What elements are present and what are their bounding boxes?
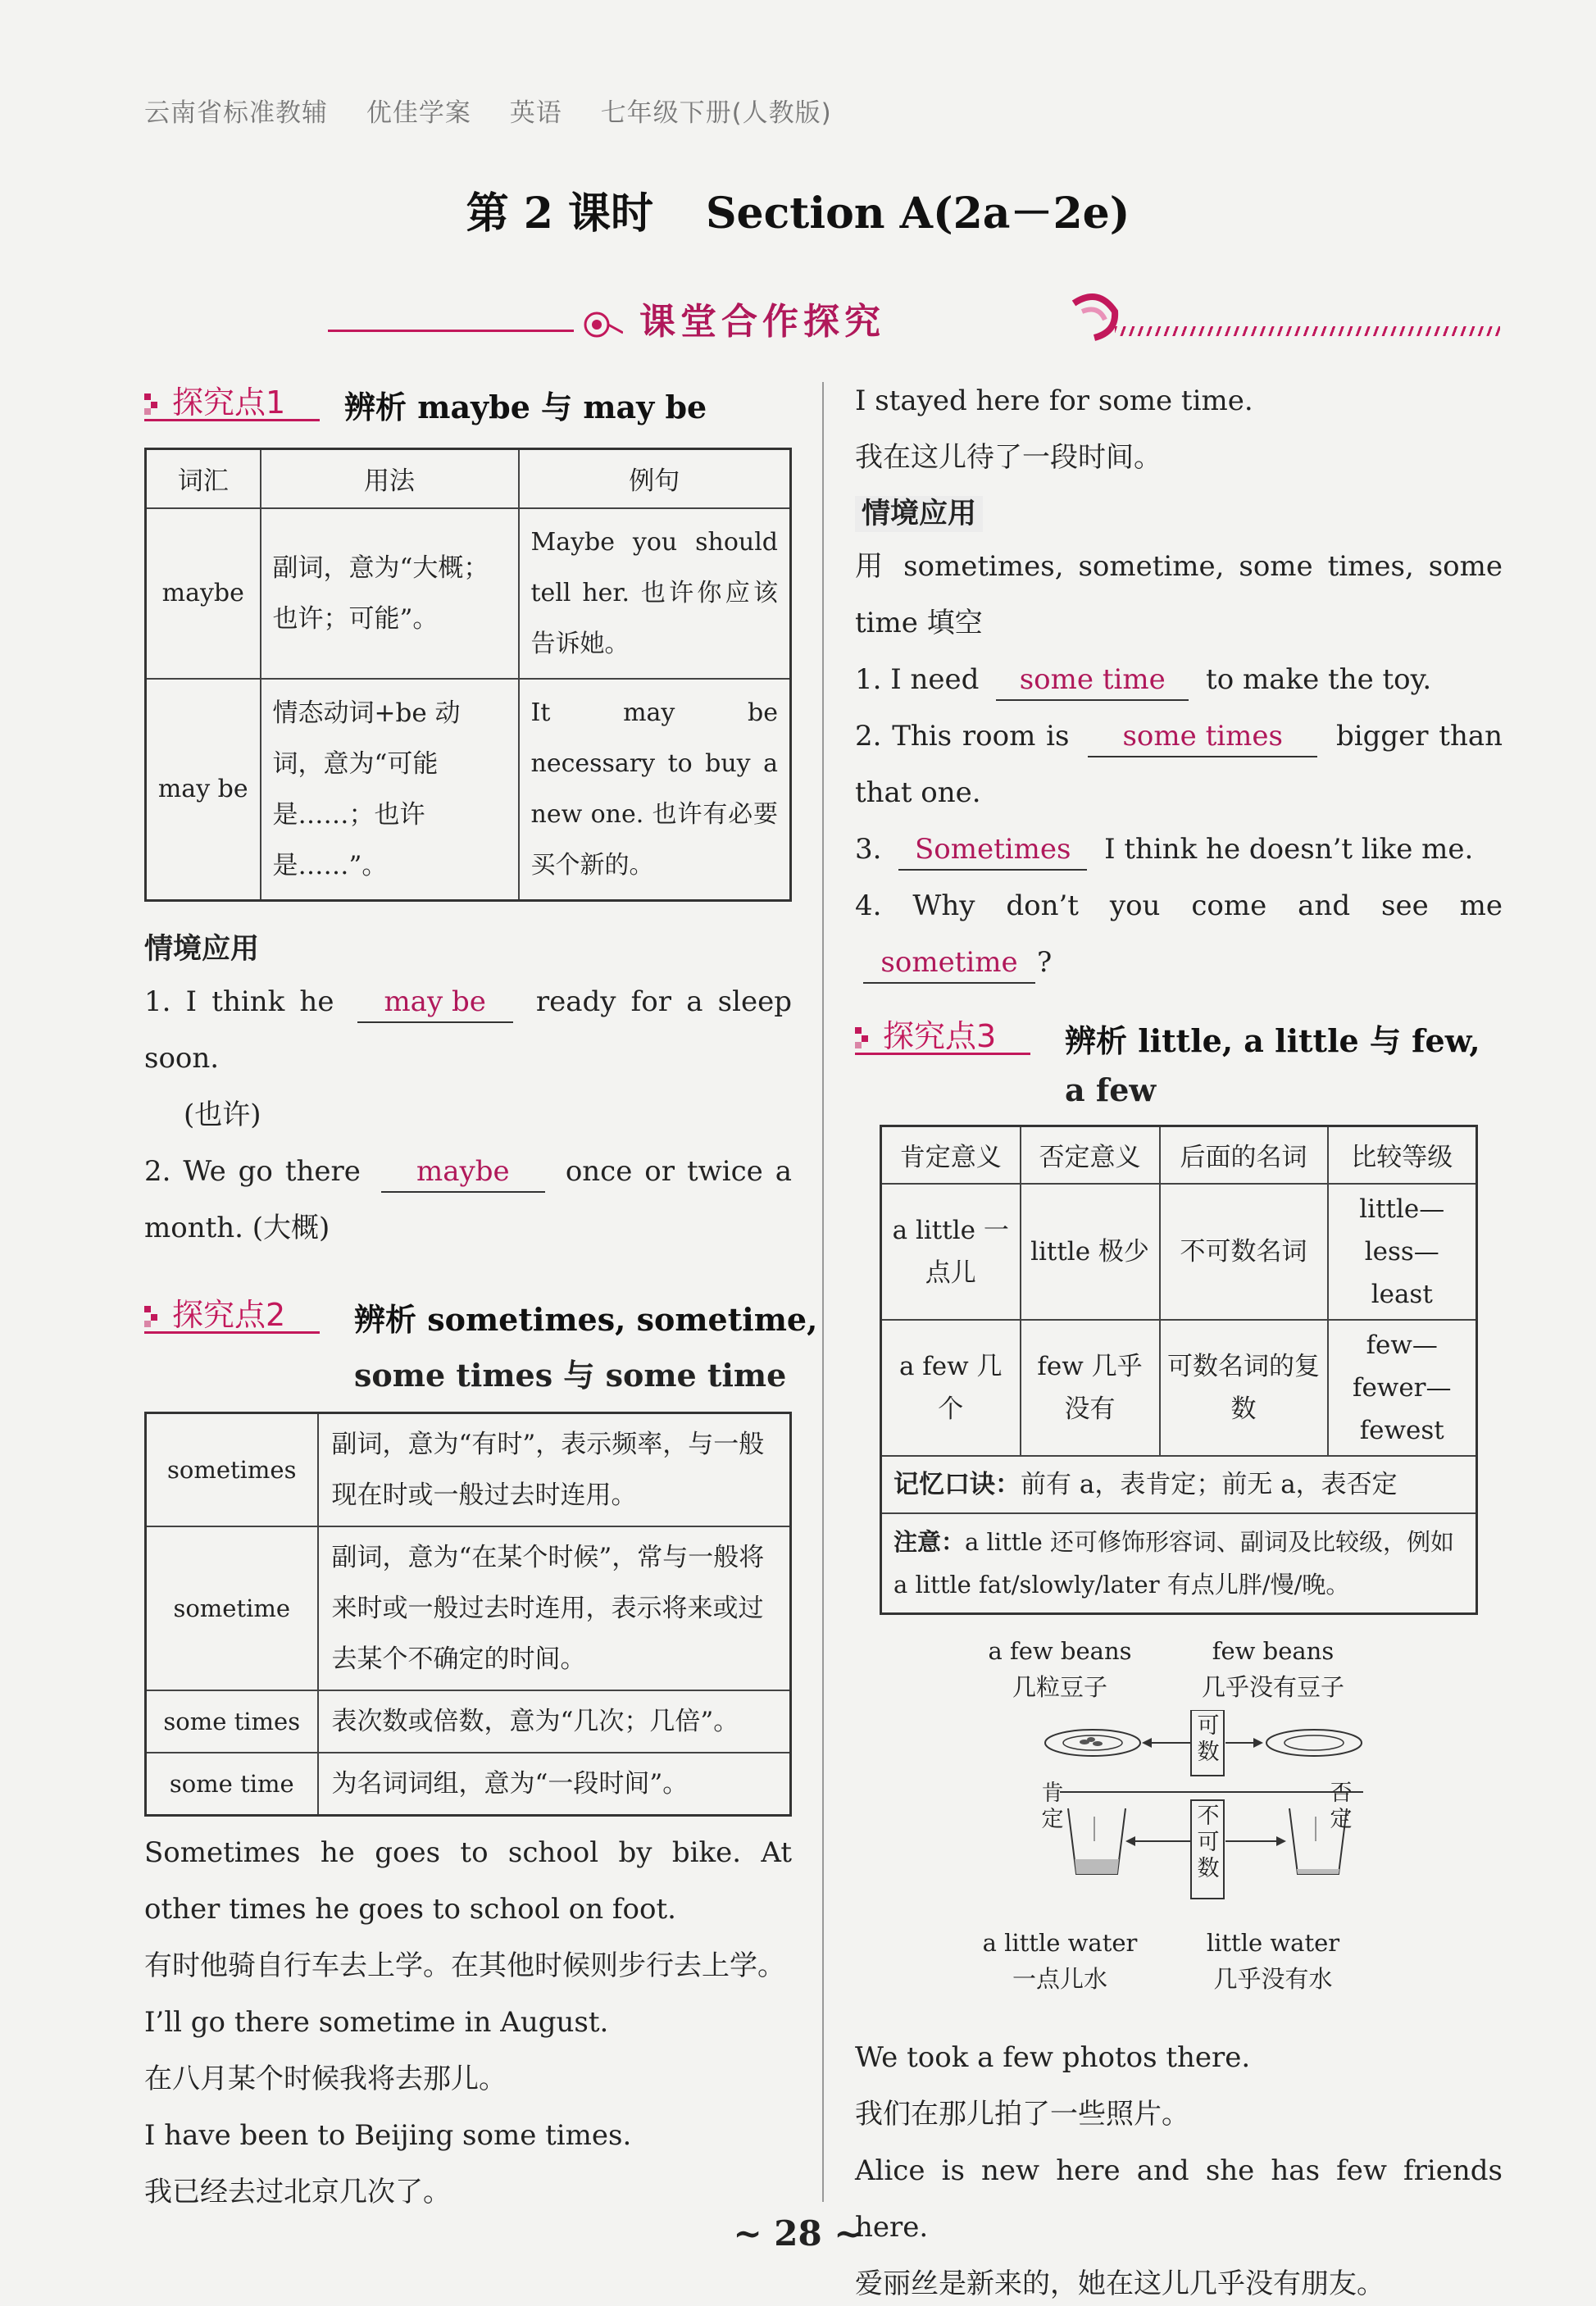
exercise-text: This room is [892, 720, 1070, 753]
label-little-water [1183, 1925, 1363, 1997]
exercise-number: 1. [144, 985, 171, 1018]
subject: 英语 [509, 98, 562, 128]
banner-rule [328, 330, 574, 332]
table-cell-usage: 情态动词+be 动词，意为“可能是……；也许是……”。 [261, 679, 519, 901]
table-header: 肯定意义 [881, 1126, 1021, 1184]
label-en: little water [1206, 1928, 1340, 1957]
label-cn: 几粒豆子 [1012, 1672, 1107, 1701]
note-label: 注意： [893, 1527, 966, 1556]
comp-form: fewer— [1352, 1372, 1452, 1403]
exercise-item [144, 1144, 792, 1257]
exercise-text: I need [890, 663, 980, 696]
banner-title: 课堂合作探究 [639, 301, 885, 343]
page-number: ~ 28 ~ [733, 2213, 863, 2254]
target-icon [574, 303, 623, 344]
table-cell-usage: 副词，意为“大概；也许；可能”。 [261, 508, 519, 679]
table-header: 否定意义 [1021, 1126, 1160, 1184]
example-en: Sometimes he goes to school by bike. At other times he goes to school on foot. [144, 1835, 792, 1926]
table-cell-word: some times [146, 1690, 318, 1753]
point-3-header [855, 1011, 1503, 1073]
comp-form: less— [1364, 1236, 1439, 1267]
comp-form: little— [1359, 1194, 1445, 1224]
table-cell-word: sometime [146, 1526, 318, 1690]
exercise-hint: (大概) [252, 1211, 330, 1244]
cell-negative: little 极少 [1021, 1184, 1160, 1320]
exercise-number: 1. [855, 663, 882, 696]
running-header [144, 92, 862, 129]
series-name: 云南省标准教辅 [144, 98, 328, 128]
point-2-tag [144, 1289, 320, 1334]
lesson-title [0, 179, 1596, 240]
exercise-text: Why don’t you come and see me [912, 889, 1503, 922]
dots-icon [144, 393, 157, 415]
table-row [881, 1320, 1477, 1456]
exercise-text: ? [1037, 946, 1053, 979]
table-cell-example: Maybe you should tell her. 也许你应该告诉她。 [519, 508, 791, 679]
plate-with-beans-icon [1045, 1730, 1140, 1756]
maybe-table [144, 448, 792, 902]
dots-icon [855, 1027, 868, 1048]
table-cell-usage: 表次数或倍数，意为“几次；几倍”。 [318, 1690, 791, 1753]
example-cn: 我们在那儿拍了一些照片。 [855, 2097, 1189, 2131]
label-positive: 肯定 [1041, 1780, 1064, 1832]
instruction: 用 sometimes, sometime, some times, some time 填空 [855, 550, 1503, 639]
table-cell-word: maybe [146, 508, 261, 679]
answer-blank[interactable]: some time [996, 660, 1189, 701]
label-cn: 几乎没有水 [1213, 1964, 1333, 1993]
table-row [881, 1456, 1477, 1513]
memory-text: 前有 a，表肯定；前无 a，表否定 [1021, 1469, 1398, 1499]
example-en: Alice is new here and she has few friends here. [855, 2154, 1503, 2244]
label-cn: 一点儿水 [1012, 1964, 1107, 1993]
label-en: a few beans [988, 1636, 1132, 1665]
exercise-text: I think he doesn’t like me. [1104, 833, 1474, 866]
cell-positive: a few 几个 [881, 1320, 1021, 1456]
table-cell-usage: 副词，意为“有时”，表示频率，与一般现在时或一般过去时连用。 [318, 1412, 791, 1526]
exercise-text: bigger than that one. [855, 720, 1503, 809]
point-2-title-cont: some times 与 some time [354, 1356, 787, 1394]
table-row [146, 1412, 791, 1526]
lesson-section: Section A(2a－2e) [706, 189, 1130, 239]
label-cn: 几乎没有豆子 [1201, 1672, 1344, 1701]
exercise-item [855, 821, 1503, 878]
note-tip [881, 1513, 1477, 1614]
example-cn: 在八月某个时候我将去那儿。 [144, 2062, 507, 2095]
label-negative: 否定 [1330, 1780, 1353, 1832]
example-en: I stayed here for some time. [855, 384, 1253, 417]
exercise-item [855, 708, 1503, 821]
label-en: few beans [1212, 1636, 1335, 1665]
exercise-number: 3. [855, 833, 882, 866]
cell-noun: 可数名词的复数 [1160, 1320, 1328, 1456]
example-cn: 我在这儿待了一段时间。 [855, 441, 1162, 474]
exercise-number: 2. [855, 720, 882, 753]
section-banner [328, 287, 1500, 344]
table-cell-usage: 副词，意为“在某个时候”，常与一般将来时或一般过去时连用，表示将来或过去某个不确定的时间。 [318, 1526, 791, 1690]
book-name: 优佳学案 [366, 98, 471, 128]
example-en: I’ll go there sometime in August. [144, 2005, 609, 2039]
label-a-little-water [970, 1925, 1150, 1997]
table-cell-word: sometimes [146, 1412, 318, 1526]
exercise-number: 4. [855, 889, 882, 922]
table-cell-word: some time [146, 1753, 318, 1816]
exercise-hint: (也许) [184, 1098, 261, 1131]
answer-blank[interactable]: sometime [863, 943, 1035, 984]
practice-heading [855, 491, 1503, 532]
diagram-drawing [1044, 1710, 1503, 1940]
point-2-header [144, 1289, 818, 1352]
left-column [144, 377, 818, 2221]
practice-heading-text: 情境应用 [855, 496, 983, 532]
beans-water-diagram [855, 1628, 1503, 2030]
answer-blank[interactable]: may be [357, 982, 513, 1023]
comp-form: fewest [1359, 1415, 1444, 1445]
grade: 七年级下册(人教版) [600, 98, 832, 128]
note-text: a little 还可修饰形容词、副词及比较级，例如 a little fat/slowly/later 有点儿胖/慢/晚。 [893, 1527, 1455, 1599]
exercise-text: to make the toy. [1206, 663, 1432, 696]
exercise-text: I think he [185, 985, 334, 1018]
label-uncountable: 不可数 [1197, 1803, 1220, 1881]
exercise-number: 2. [144, 1154, 171, 1188]
table-cell-example: It may be necessary to buy a new one. 也许有必要买个新的。 [519, 679, 791, 901]
table-header-row [881, 1126, 1477, 1184]
point-3-tag [855, 1011, 1030, 1055]
exercise-text: ready for a sleep soon. [144, 985, 792, 1075]
cell-positive: a little 一点儿 [881, 1184, 1021, 1320]
example-cn: 爱丽丝是新来的，她在这儿几乎没有朋友。 [855, 2267, 1385, 2300]
little-few-table [880, 1125, 1478, 1615]
label-countable: 可数 [1197, 1712, 1220, 1765]
exercise-text: We go there [183, 1154, 361, 1188]
answer-blank[interactable]: Sometimes [898, 830, 1087, 871]
memory-label: 记忆口诀： [893, 1469, 1021, 1499]
plate-empty-icon [1266, 1730, 1362, 1756]
table-cell-word: may be [146, 679, 261, 901]
point-3-title-cont: a few [1065, 1071, 1157, 1108]
comp-form: least [1371, 1279, 1433, 1309]
cup-with-water-icon [1068, 1808, 1125, 1874]
table-header: 用法 [261, 449, 519, 508]
cell-noun: 不可数名词 [1160, 1184, 1328, 1320]
exercise-item [855, 878, 1503, 991]
lesson-number: 第 2 课时 [466, 189, 653, 239]
example-en: We took a few photos there. [855, 2040, 1251, 2074]
table-header: 词汇 [146, 449, 261, 508]
cell-negative: few 几乎没有 [1021, 1320, 1160, 1456]
exercise-item [855, 652, 1503, 708]
example-cn: 我已经去过北京几次了。 [144, 2175, 451, 2208]
comp-form: few— [1366, 1330, 1438, 1360]
point-1-header [144, 377, 792, 439]
example-cn: 有时他骑自行车去上学。在其他时候则步行去上学。 [144, 1949, 785, 1982]
example-en: I have been to Beijing some times. [144, 2118, 632, 2152]
dots-icon [144, 1306, 157, 1327]
right-column [855, 373, 1503, 2306]
answer-blank[interactable]: maybe [381, 1152, 545, 1193]
exercise-text: once or twice a month. [144, 1154, 792, 1244]
point-1-title: 辨析 maybe 与 may be [344, 389, 707, 425]
point-1-tag [144, 377, 320, 421]
point-3-label: 探究点3 [883, 1018, 997, 1054]
memory-tip [881, 1456, 1477, 1513]
table-row [146, 679, 791, 901]
label-few-beans [1183, 1633, 1363, 1705]
table-row [881, 1513, 1477, 1614]
point-1-label: 探究点1 [172, 384, 286, 421]
point-2-label: 探究点2 [172, 1296, 286, 1333]
banner-hatch [1115, 326, 1500, 336]
cell-comparison [1328, 1320, 1477, 1456]
practice-heading: 情境应用 [144, 932, 260, 966]
point-2-title: 辨析 sometimes, sometime, [354, 1300, 818, 1338]
table-row [146, 1753, 791, 1816]
column-divider [822, 382, 824, 2202]
label-a-few-beans [970, 1633, 1150, 1705]
sometimes-table [144, 1412, 792, 1817]
table-row [881, 1184, 1477, 1320]
answer-blank[interactable]: some times [1088, 716, 1317, 757]
table-cell-usage: 为名词词组，意为“一段时间”。 [318, 1753, 791, 1816]
exercise-item [144, 974, 792, 1087]
table-row [146, 1526, 791, 1690]
table-row [146, 508, 791, 679]
table-header: 后面的名词 [1160, 1126, 1328, 1184]
point-3-title: 辨析 little, a little 与 few, [1065, 1022, 1480, 1059]
table-row [146, 1690, 791, 1753]
table-header: 比较等级 [1328, 1126, 1477, 1184]
table-header: 例句 [519, 449, 791, 508]
cell-comparison [1328, 1184, 1477, 1320]
table-header-row [146, 449, 791, 508]
label-en: a little water [982, 1928, 1138, 1957]
